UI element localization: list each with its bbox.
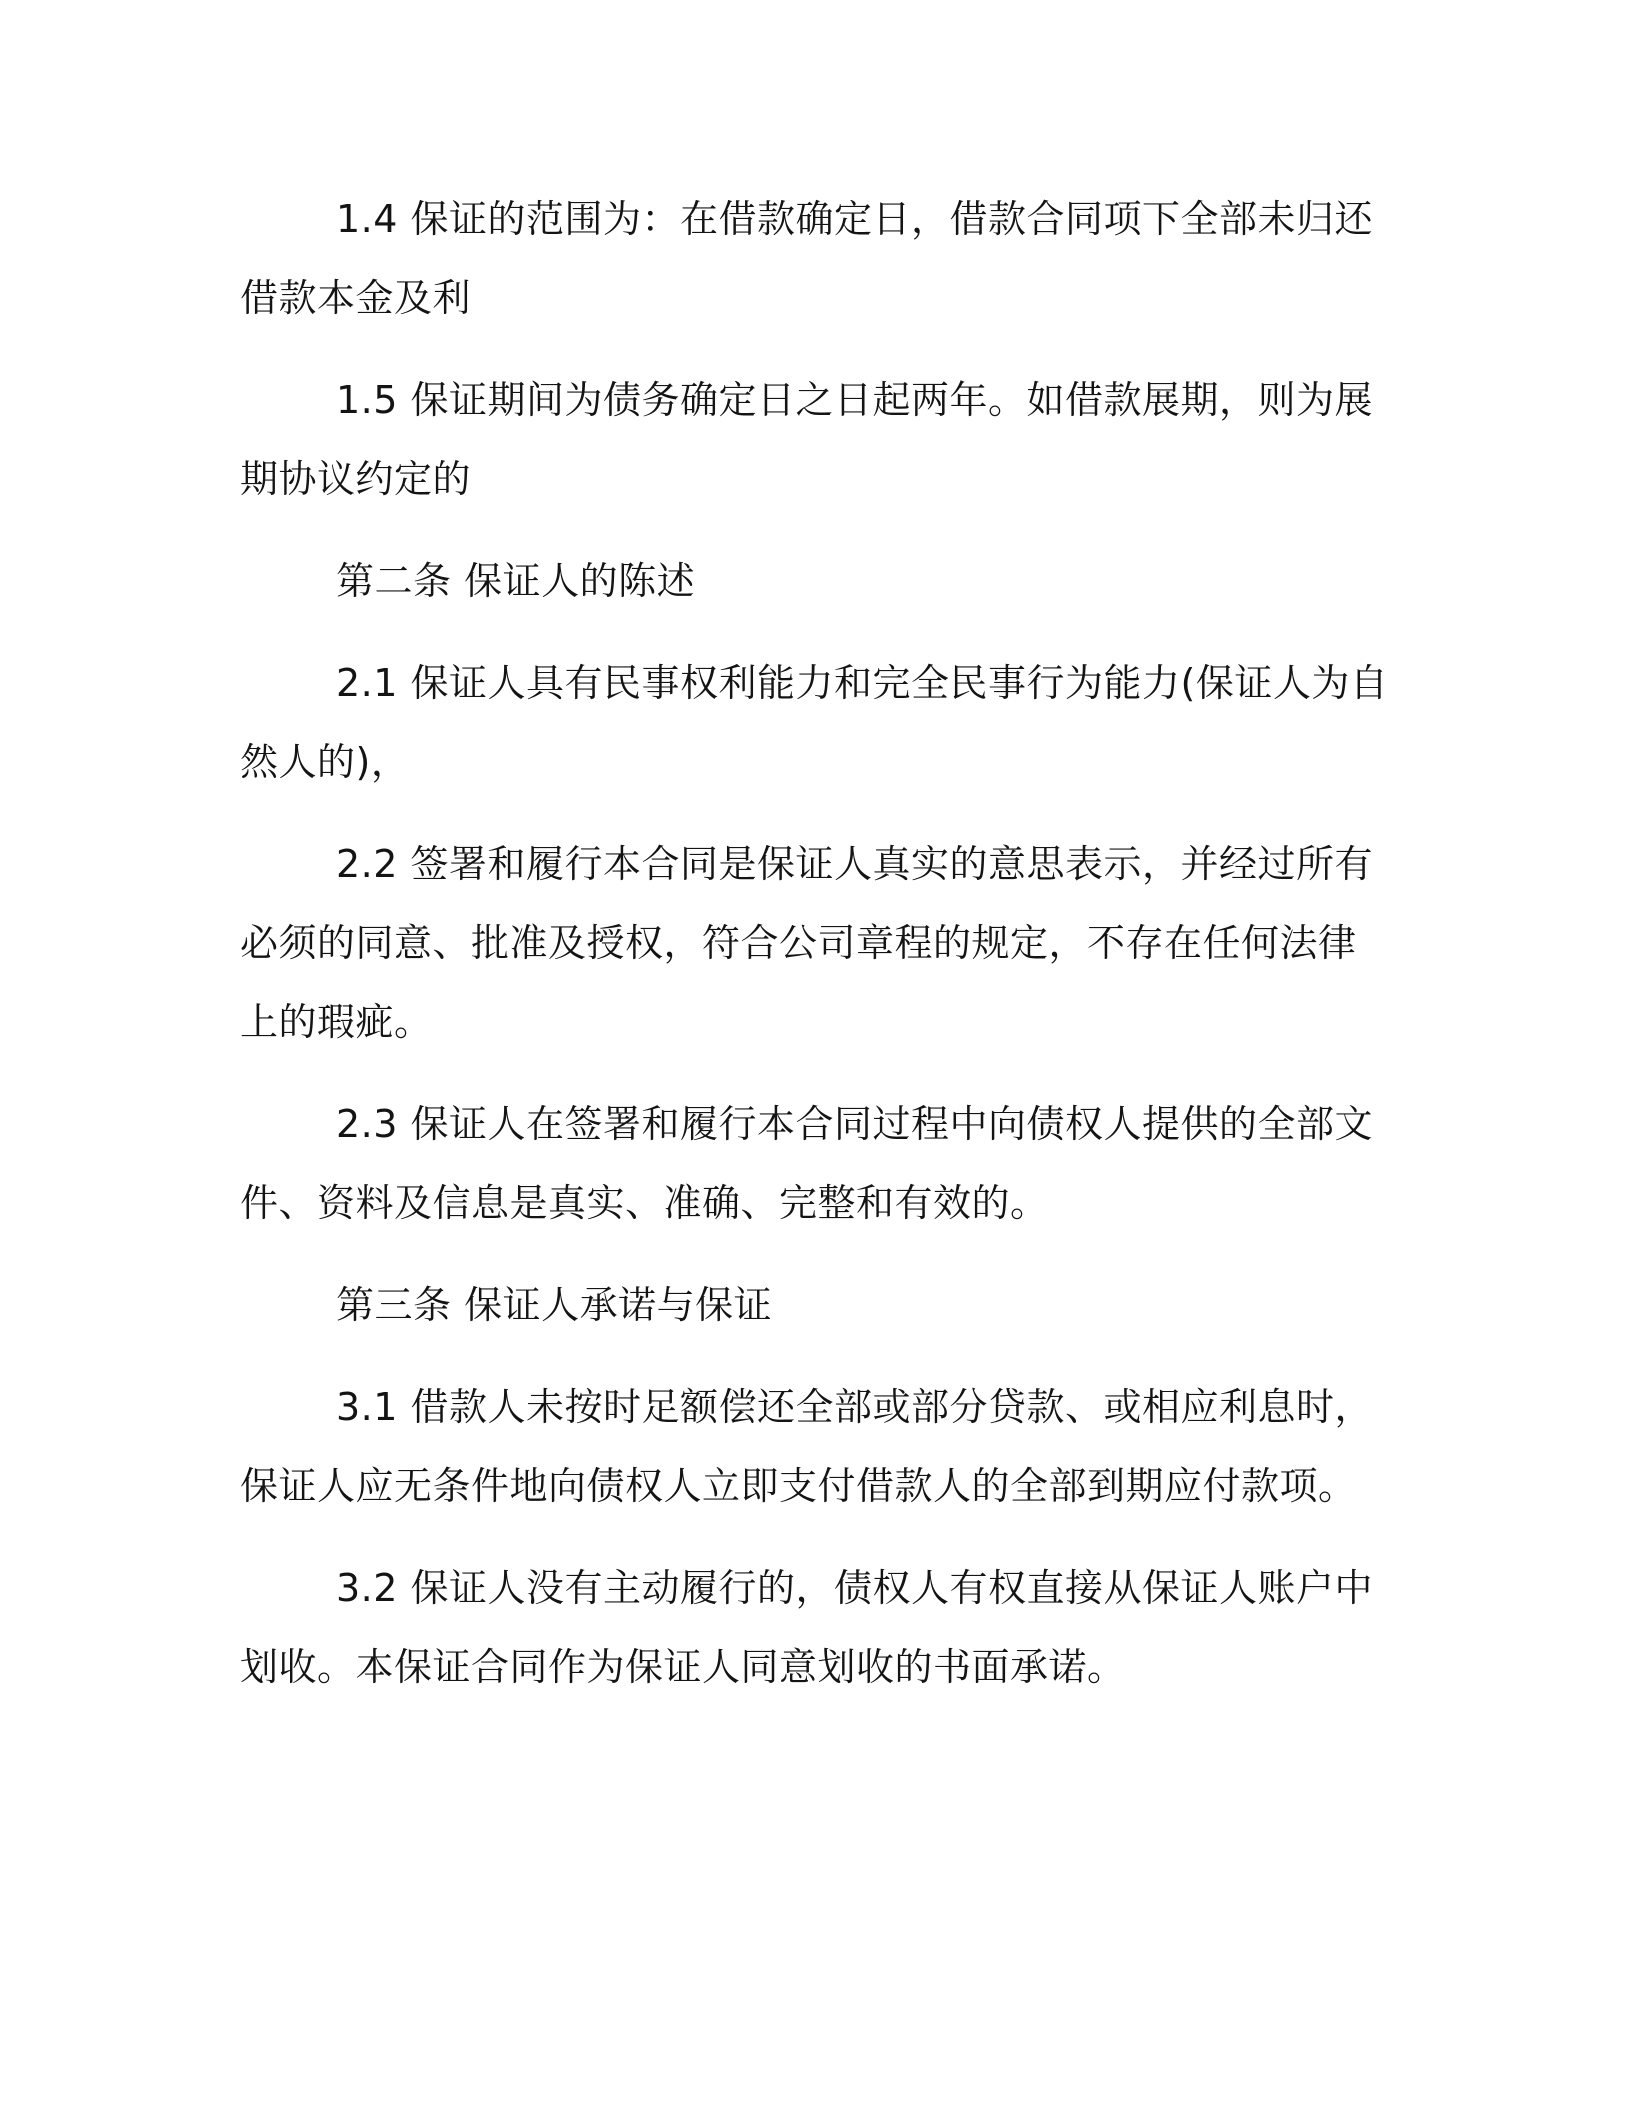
- clause-3-1: 3.1 借款人未按时足额偿还全部或部分贷款、或相应利息时，保证人应无条件地向债权人立即支付借款人的全部到期应付款项。: [240, 1385, 1374, 1508]
- clause-2-1: 2.1 保证人具有民事权利能力和完全民事行为能力(保证人为自然人的)，: [240, 661, 1389, 784]
- article-3-heading: 第三条 保证人承诺与保证: [336, 1283, 773, 1327]
- clause-3-2: 3.2 保证人没有主动履行的，债权人有权直接从保证人账户中划收。本保证合同作为保证人同意划收的书面承诺。: [240, 1566, 1374, 1689]
- clause-2-2: 2.2 签署和履行本合同是保证人真实的意思表示，并经过所有必须的同意、批准及授权，符合公司章程的规定，不存在任何法律上的瑕疵。: [240, 842, 1374, 1044]
- clause-1-5: 1.5 保证期间为债务确定日之日起两年。如借款展期，则为展期协议约定的: [240, 378, 1374, 501]
- clause-2-3: 2.3 保证人在签署和履行本合同过程中向债权人提供的全部文件、资料及信息是真实、准确、完整和有效的。: [240, 1102, 1374, 1225]
- article-2-heading: 第二条 保证人的陈述: [336, 559, 696, 603]
- clause-1-4: 1.4 保证的范围为：在借款确定日，借款合同项下全部未归还借款本金及利: [240, 197, 1374, 320]
- document-body: [240, 180, 1390, 1707]
